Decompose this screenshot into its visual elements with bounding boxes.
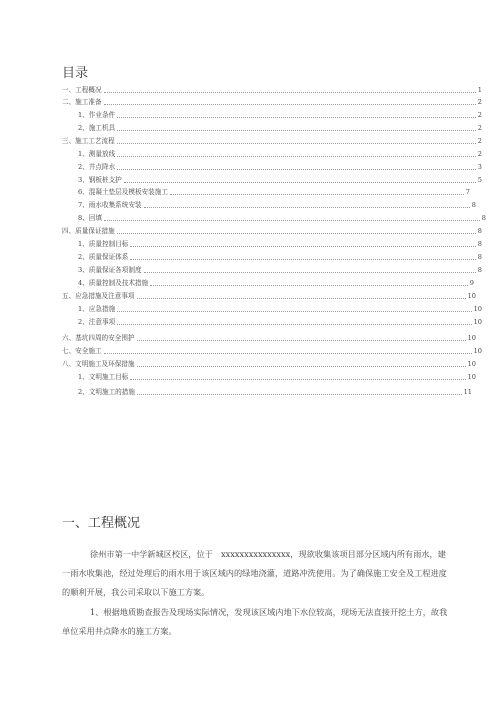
toc-entry-page: 2 xyxy=(477,150,482,158)
toc-entry-page: 7 xyxy=(465,188,470,196)
toc-entry-label: 八、文明施工及环保措施 xyxy=(62,360,135,368)
toc-entry-page: 8 xyxy=(477,227,482,235)
toc-leader-dots xyxy=(117,111,476,118)
toc-entry-label: 四、质量保证措施 xyxy=(62,227,115,235)
toc-entry-page: 8 xyxy=(471,201,476,209)
toc-entry[interactable] xyxy=(78,150,482,159)
toc-entry[interactable] xyxy=(78,266,482,275)
toc-entry[interactable] xyxy=(78,388,472,397)
toc-entry-label: 2、井点降水 xyxy=(78,163,116,171)
toc-entry[interactable] xyxy=(62,86,482,95)
toc-entry[interactable] xyxy=(62,227,482,236)
toc-entry-page: 3 xyxy=(477,163,482,171)
toc-entry-label: 4、质量控制及技术措施 xyxy=(78,279,149,287)
toc-leader-dots xyxy=(124,176,476,183)
toc-entry-page: 11 xyxy=(463,388,472,396)
toc-entry-page: 2 xyxy=(477,137,482,145)
toc-entry[interactable] xyxy=(62,98,482,107)
toc-entry-label: 2、文明施工的措施 xyxy=(78,388,135,396)
toc-entry-label: 一、工程概况 xyxy=(62,86,102,94)
toc-entry-label: 六、基坑四周的安全围护 xyxy=(62,334,135,342)
toc-leader-dots xyxy=(170,188,464,195)
toc-entry[interactable] xyxy=(78,124,482,133)
toc-entry-page: 5 xyxy=(477,176,482,184)
toc-entry-label: 6、混凝土垫层及模板安装施工 xyxy=(78,188,168,196)
toc-leader-dots xyxy=(117,124,476,131)
toc-entry-label: 3、质量保证各项制度 xyxy=(78,266,142,274)
toc-leader-dots xyxy=(137,360,466,367)
toc-entry-label: 7、雨水收集系统安装 xyxy=(78,201,142,209)
toc-entry[interactable] xyxy=(62,292,476,301)
toc-entry-page: 2 xyxy=(477,111,482,119)
toc-entry-label: 1、应急措施 xyxy=(78,305,116,313)
toc-entry-label: 8、回填 xyxy=(78,214,102,222)
toc-entry-page: 9 xyxy=(469,279,474,287)
toc-leader-dots xyxy=(144,201,470,208)
toc-entry[interactable] xyxy=(78,318,482,327)
toc-leader-dots xyxy=(137,388,462,395)
toc-entry[interactable] xyxy=(62,137,482,146)
toc-entry[interactable] xyxy=(62,360,476,369)
toc-entry-label: 1、质量控制目标 xyxy=(78,240,129,248)
toc-entry-page: 8 xyxy=(477,240,482,248)
toc-entry[interactable] xyxy=(62,347,482,356)
section-heading: 一、工程概况 xyxy=(62,516,141,531)
toc-leader-dots xyxy=(104,347,472,354)
toc-leader-dots xyxy=(104,86,476,93)
toc-entry[interactable] xyxy=(78,188,470,197)
toc-leader-dots xyxy=(150,279,468,286)
toc-leader-dots xyxy=(144,266,476,273)
toc-entry-label: 三、施工工艺流程 xyxy=(62,137,115,145)
toc-leader-dots xyxy=(117,318,471,325)
toc-leader-dots xyxy=(130,253,475,260)
toc-entry-label: 1、作业条件 xyxy=(78,111,116,119)
toc-leader-dots xyxy=(104,214,480,221)
toc-entry-label: 2、施工机具 xyxy=(78,124,116,132)
toc-leader-dots xyxy=(117,150,476,157)
toc-entry-page: 10 xyxy=(473,347,482,355)
toc-entry-page: 10 xyxy=(473,318,482,326)
toc-entry-page: 8 xyxy=(481,214,486,222)
toc-leader-dots xyxy=(137,292,466,299)
toc-leader-dots xyxy=(130,240,475,247)
toc-entry-page: 8 xyxy=(477,253,482,261)
toc-entry[interactable] xyxy=(78,240,482,249)
overview-paragraph xyxy=(62,545,452,602)
toc-entry[interactable] xyxy=(78,305,482,314)
toc-leader-dots xyxy=(117,163,476,170)
toc-entry[interactable] xyxy=(62,334,476,343)
toc-entry-label: 1、文明施工目标 xyxy=(78,373,129,381)
dewatering-paragraph-text: 1、根据地质勘查报告及现场实际情况，发现该区域内地下水位较高，现场无法直接开挖土方，故我单位采用井点降水的施工方案。 xyxy=(62,607,448,636)
toc-leader-dots xyxy=(104,98,476,105)
toc-leader-dots xyxy=(137,334,466,341)
toc-entry[interactable] xyxy=(78,214,486,223)
toc-entry[interactable] xyxy=(78,201,476,210)
toc-entry-label: 1、测量放线 xyxy=(78,150,116,158)
toc-entry[interactable] xyxy=(78,373,476,382)
toc-title: 目录 xyxy=(62,66,89,81)
toc-entry-page: 2 xyxy=(477,124,482,132)
overview-paragraph-text: 徐州市第一中学新城区校区，位于 xxxxxxxxxxxxxxx，现欲收集该项目部分区域内所有雨水，建一雨水收集池，经过处理后的雨水用于该区域内的绿地浇灌，道路冲洗使用。为了确保施工安全及工程进度的顺利开展，我公司采取以下施工方案。 xyxy=(62,549,447,597)
toc-entry-page: 1 xyxy=(477,86,482,94)
toc-entry[interactable] xyxy=(78,176,482,185)
toc-leader-dots xyxy=(117,227,476,234)
toc-entry[interactable] xyxy=(78,111,482,120)
toc-entry-label: 七、安全施工 xyxy=(62,347,102,355)
toc-leader-dots xyxy=(130,373,465,380)
toc-entry-page: 10 xyxy=(467,360,476,368)
toc-entry-page: 8 xyxy=(477,266,482,274)
toc-entry-page: 10 xyxy=(473,305,482,313)
toc-leader-dots xyxy=(117,137,476,144)
toc-entry-label: 二、施工准备 xyxy=(62,98,102,106)
toc-entry-label: 2、质量保证体系 xyxy=(78,253,129,261)
toc-entry[interactable] xyxy=(78,163,482,172)
toc-entry-page: 2 xyxy=(477,98,482,106)
toc-entry-label: 五、应急措施及注意事项 xyxy=(62,292,135,300)
toc-entry[interactable] xyxy=(78,279,474,288)
toc-entry[interactable] xyxy=(78,253,482,262)
toc-entry-page: 10 xyxy=(467,334,476,342)
toc-entry-page: 10 xyxy=(467,373,476,381)
dewatering-paragraph xyxy=(62,603,452,641)
toc-leader-dots xyxy=(117,305,471,312)
toc-entry-page: 10 xyxy=(467,292,476,300)
toc-entry-label: 3、钢板桩支护 xyxy=(78,176,122,184)
toc-entry-label: 2、注意事项 xyxy=(78,318,116,326)
